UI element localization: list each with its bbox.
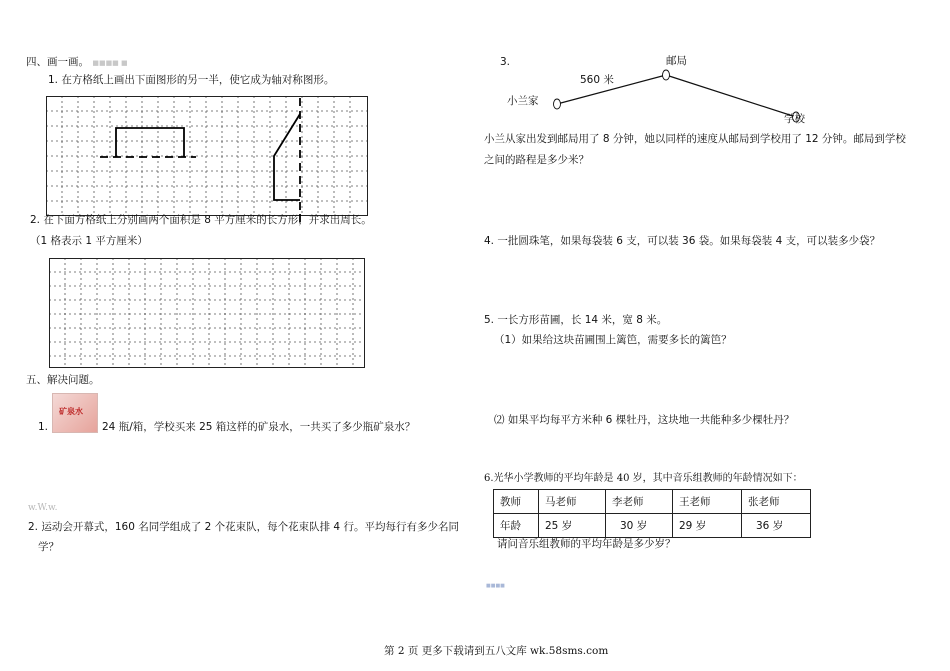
section-5-title: 五、解决问题。 [26, 374, 100, 386]
grid-2-dashed-lines [49, 258, 365, 368]
page-footer: 第 2 页 更多下载请到五八文库 wk.58sms.com [384, 645, 609, 657]
problem-5-sub-2: ⑵ 如果平均每平方米种 6 棵牡丹，这块地一共能种多少棵牡丹？ [494, 414, 795, 426]
table-cell: 年龄 [494, 514, 539, 538]
grid-2 [49, 258, 365, 368]
problem-6-intro: 6.光华小学教师的平均年龄是 40 岁，其中音乐组教师的年龄情况如下： [484, 473, 803, 484]
home-label: 小兰家 [507, 95, 539, 107]
route-map [548, 64, 808, 124]
problem-1-number: 1. [38, 421, 49, 433]
question-2-text: 2. 在下面方格纸上分别画两个面积是 8 平方厘米的长方形，并求出周长。 [30, 214, 372, 226]
post-office-point-icon [663, 70, 670, 80]
table-cell: 王老师 [673, 490, 742, 514]
problem-3-line-2: 之间的路程是多少米？ [484, 154, 589, 166]
problem-3-number: 3. [500, 56, 511, 68]
mineral-water-box-icon [52, 393, 98, 433]
table-cell: 29 岁 [673, 514, 742, 538]
problem-1-text: 24 瓶/箱，学校买来 25 箱这样的矿泉水，一共买了多少瓶矿泉水？ [102, 421, 416, 433]
table-cell: 教师 [494, 490, 539, 514]
problem-2-line-1: 2. 运动会开幕式，160 名同学组成了 2 个花束队，每个花束队排 4 行。平均每行有多少名同 [28, 521, 459, 533]
home-point-icon [554, 99, 561, 109]
problem-5-sub-1: （1）如果给这块苗圃围上篱笆，需要多长的篱笆？ [494, 334, 732, 346]
post-office-label: 邮局 [666, 55, 687, 67]
problem-5-title: 5. 一长方形苗圃，长 14 米，宽 8 米。 [484, 314, 668, 326]
problem-6-question: 请问音乐组教师的平均年龄是多少岁？ [497, 538, 676, 550]
table-cell: 李老师 [606, 490, 673, 514]
faint-mark: ■■■■ ■ [92, 59, 128, 67]
table-cell: 马老师 [539, 490, 606, 514]
grid-1-dashed-lines [46, 96, 368, 216]
mineral-water-label: 矿泉水 [59, 407, 83, 416]
table-row [494, 514, 811, 538]
question-1-text: 1. 在方格纸上画出下面图形的另一半，使它成为轴对称图形。 [48, 74, 335, 86]
problem-3-line-1: 小兰从家出发到邮局用了 8 分钟，她以同样的速度从邮局到学校用了 12 分钟。邮局到学校 [484, 133, 906, 145]
question-2-note: （1 格表示 1 平方厘米） [30, 235, 148, 247]
distance-label: 560 米 [580, 74, 614, 86]
teacher-age-table [493, 489, 811, 538]
table-cell: 30 岁 [606, 514, 673, 538]
faint-mark-right: ■■■■ [486, 583, 505, 589]
problem-4-text: 4. 一批圆珠笔，如果每袋装 6 支，可以装 36 袋。如果每袋装 4 支，可以装多少袋？ [484, 235, 881, 247]
table-cell: 张老师 [742, 490, 811, 514]
figure-2-half-shape [274, 114, 300, 200]
table-cell: 25 岁 [539, 514, 606, 538]
table-row [494, 490, 811, 514]
section-4-title: 四、画一画。 ■■■■ ■ [26, 56, 128, 68]
problem-2-line-2: 学？ [38, 541, 59, 553]
table-cell: 36 岁 [742, 514, 811, 538]
grid-1 [46, 96, 368, 216]
school-label: 学校 [784, 113, 805, 125]
watermark: w.W.w. [28, 503, 58, 513]
